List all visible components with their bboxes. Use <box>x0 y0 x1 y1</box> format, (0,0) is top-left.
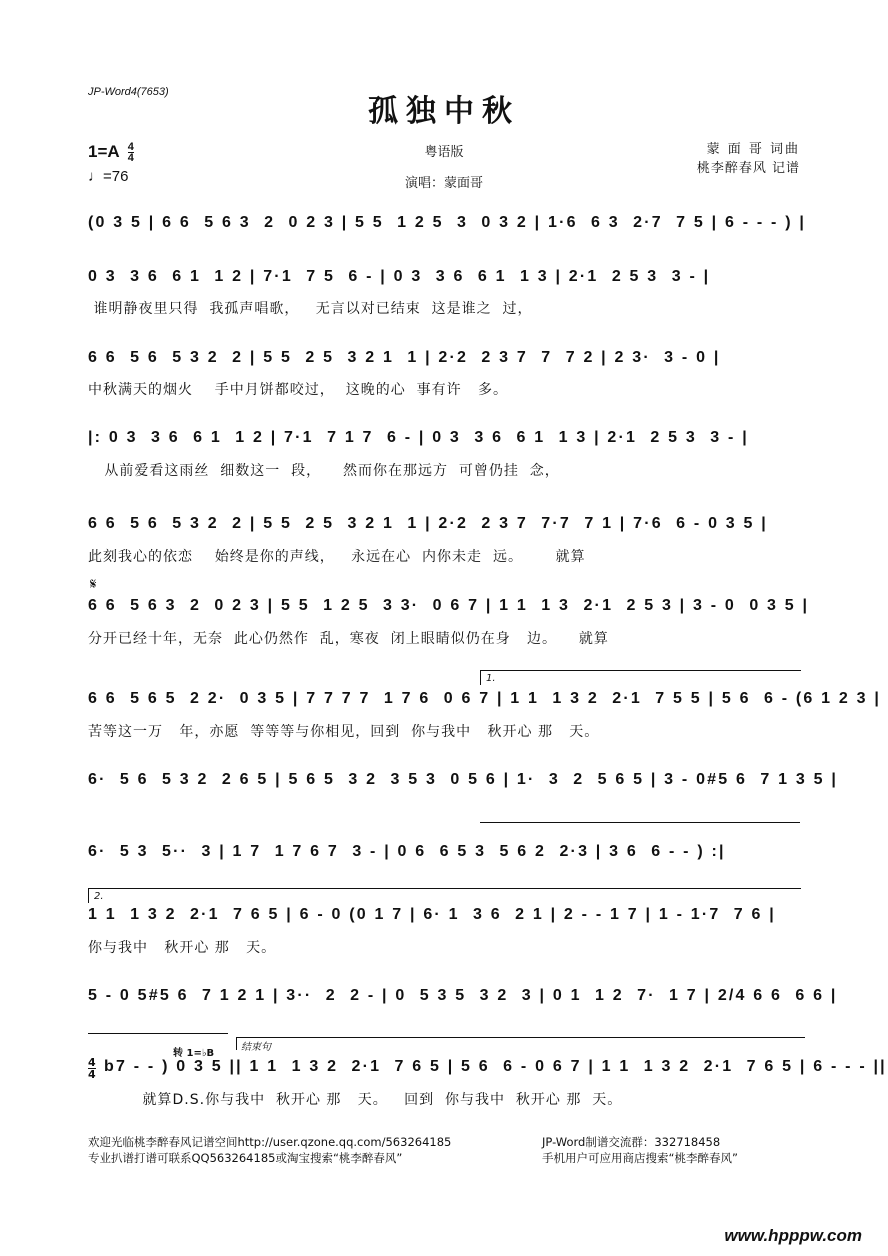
score-notes: 6 6 5 6 3 2 0 2 3 | 5 5 1 2 5 3 3· 0 6 7 | 1 1 1 3 2·1 2 5 3 | 3 - 0 0 3 5 | <box>88 597 810 614</box>
second-ending-bracket <box>88 888 801 903</box>
score-line <box>88 597 810 623</box>
lyric-line: 苦等这一万 年，亦愿 等等等与你相见，回到 你与我中 秋开心 那 天。 <box>88 724 600 740</box>
score-notes: 5 - 0 5#5 6 7 1 2 1 | 3·· 2 2 - | 0 5 3 5 3 2 3 | 0 1 1 2 7· 1 7 | 2/4 6 6 6 6 | <box>88 987 838 1004</box>
segno-sign: 𝄋 <box>90 575 97 593</box>
score-notes: 6· 5 3 5·· 3 | 1 7 1 7 6 7 3 - | 0 6 6 5 3 5 6 2 2·3 | 3 6 6 - - ) :| <box>88 843 726 860</box>
score-line <box>88 515 800 541</box>
lyric-line: 分开已经十年，无奈 此心仍然作 乱，寒夜 闭上眼睛似仍在身 边。 就算 <box>88 631 609 647</box>
score-line <box>88 268 800 294</box>
time-top: 4 <box>127 141 134 154</box>
score-notes: b7 - - ) 0 3 5 || 1 1 1 3 2 2·1 7 6 5 | 5 6 6 - 0 6 7 | 1 1 1 3 2 2·1 7 6 5 | 6 - - - || <box>104 1058 887 1075</box>
website-watermark: www.hpppw.com <box>724 1226 862 1245</box>
transcriber-credit: 桃李醉春风 记谱 <box>696 161 800 176</box>
final-time-bottom: 4 <box>88 1068 96 1081</box>
lyric-line: 从前爱看这雨丝 细数这一 段， 然而你在那远方 可曾仍挂 念， <box>88 463 560 479</box>
key-label: 1=A <box>88 142 120 161</box>
score-line <box>88 771 839 797</box>
score-line <box>88 429 800 455</box>
footer-group: JP-Word制谱交流群：332718458 <box>542 1135 721 1149</box>
lyrics-music-credit: 蒙 面 哥 词曲 <box>706 142 800 157</box>
lyric-line: 就算D.S.你与我中 秋开心 那 天。 回到 你与我中 秋开心 那 天。 <box>88 1092 623 1108</box>
song-title: 孤独中秋 <box>368 94 520 129</box>
score-notes: |: 0 3 3 6 6 1 1 2 | 7·1 7 1 7 6 - | 0 3 3 6 6 1 1 3 | 2·1 2 5 3 3 - | <box>88 429 749 446</box>
lyric-line: 你与我中 秋开心 那 天。 <box>88 940 277 956</box>
score-notes: 6 6 5 6 5 2 2· 0 3 5 | 7 7 7 7 1 7 6 0 6 7 | 1 1 1 3 2 2·1 7 5 5 | 5 6 6 - (6 1 2 3 | <box>88 690 882 707</box>
score-notes: (0 3 5 | 6 6 5 6 3 2 0 2 3 | 5 5 1 2 5 3 0 3 2 | 1·6 6 3 2·7 7 5 | 6 - - - ) | <box>88 214 807 231</box>
score-line <box>104 1058 887 1084</box>
second-ending-label: 2. <box>94 891 104 902</box>
footer-mobile: 手机用户可应用商店搜索“桃李醉春风” <box>542 1151 738 1165</box>
first-ending-bracket <box>480 670 801 685</box>
score-notes: 0 3 3 6 6 1 1 2 | 7·1 7 5 6 - | 0 3 3 6 6 1 1 3 | 2·1 2 5 3 3 - | <box>88 268 711 285</box>
score-line <box>88 987 838 1013</box>
footer-contact: 专业扒谱打谱可联系QQ563264185或淘宝搜索“桃李醉春风” <box>88 1151 403 1165</box>
score-notes: 6 6 5 6 5 3 2 2 | 5 5 2 5 3 2 1 1 | 2·2 2 3 7 7·7 7 1 | 7·6 6 - 0 3 5 | <box>88 515 768 532</box>
final-time-signature <box>88 1057 96 1080</box>
first-ending-bracket-continuation <box>480 822 800 837</box>
score-line <box>88 906 800 932</box>
time-bottom: 4 <box>127 152 134 165</box>
score-line <box>88 843 800 869</box>
footer-welcome: 欢迎光临桃李醉春风记谱空间http://user.qzone.qq.com/563264185 <box>88 1135 452 1149</box>
score-line <box>88 214 807 240</box>
lyric-line: 中秋满天的烟火 手中月饼都咬过， 这晚的心 事有许 多。 <box>88 382 508 398</box>
first-ending-label: 1. <box>486 673 496 684</box>
lyric-line: 此刻我心的依恋 始终是你的声线， 永远在心 内你未走 远。 就算 <box>88 549 586 565</box>
singer-label: 演唱：蒙面哥 <box>404 176 483 191</box>
software-watermark: JP-Word4(7653) <box>88 86 169 98</box>
ending-phrase-label: 结束句 <box>236 1037 805 1050</box>
final-time-top: 4 <box>88 1056 96 1069</box>
lyric-line: 谁明静夜里只得 我孤声唱歌， 无言以对已结束 这是谁之 过， <box>88 301 533 317</box>
tempo-marking: ♩=76 <box>88 168 129 185</box>
score-line <box>88 690 882 716</box>
score-notes: 1 1 1 3 2 2·1 7 6 5 | 6 - 0 (0 1 7 | 6· 1 3 6 2 1 | 2 - - 1 7 | 1 - 1·7 7 6 | <box>88 906 776 923</box>
version-label: 粤语版 <box>424 145 464 160</box>
score-notes: 6 6 5 6 5 3 2 2 | 5 5 2 5 3 2 1 1 | 2·2 2 3 7 7 7 2 | 2 3· 3 - 0 | <box>88 349 721 366</box>
score-notes: 6· 5 6 5 3 2 2 6 5 | 5 6 5 3 2 3 5 3 0 5 6 | 1· 3 2 5 6 5 | 3 - 0#5 6 7 1 3 5 | <box>88 771 839 788</box>
score-line <box>88 349 800 375</box>
modulation-marking: 转 1=♭B <box>173 1048 215 1059</box>
